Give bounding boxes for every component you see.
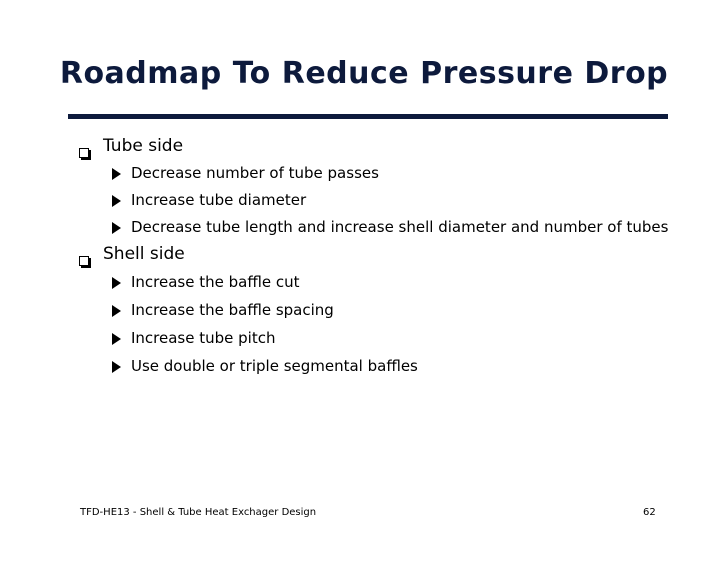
triangle-bullet-icon <box>112 361 121 373</box>
page-number: 62 <box>643 507 656 518</box>
list-item: Increase the baffle spacing <box>131 301 334 319</box>
triangle-bullet-icon <box>112 222 121 234</box>
triangle-bullet-icon <box>112 305 121 317</box>
list-item: Increase the baffle cut <box>131 273 300 291</box>
list-item: Decrease tube length and increase shell diameter and number of tubes <box>131 218 669 236</box>
triangle-bullet-icon <box>112 277 121 289</box>
section-heading-tube-side: Tube side <box>103 136 184 156</box>
square-bullet-icon <box>79 256 89 266</box>
title-underline <box>68 114 668 119</box>
list-item: Decrease number of tube passes <box>131 164 379 182</box>
triangle-bullet-icon <box>112 195 121 207</box>
triangle-bullet-icon <box>112 168 121 180</box>
list-item: Use double or triple segmental baffles <box>131 357 418 375</box>
section-heading-shell-side: Shell side <box>103 244 185 264</box>
triangle-bullet-icon <box>112 333 121 345</box>
list-item: Increase tube diameter <box>131 191 307 209</box>
list-item: Increase tube pitch <box>131 329 276 347</box>
slide-title: Roadmap To Reduce Pressure Drop <box>59 56 669 91</box>
footer-course-label: TFD-HE13 - Shell & Tube Heat Exchager Design <box>80 507 317 518</box>
square-bullet-icon <box>79 148 89 158</box>
